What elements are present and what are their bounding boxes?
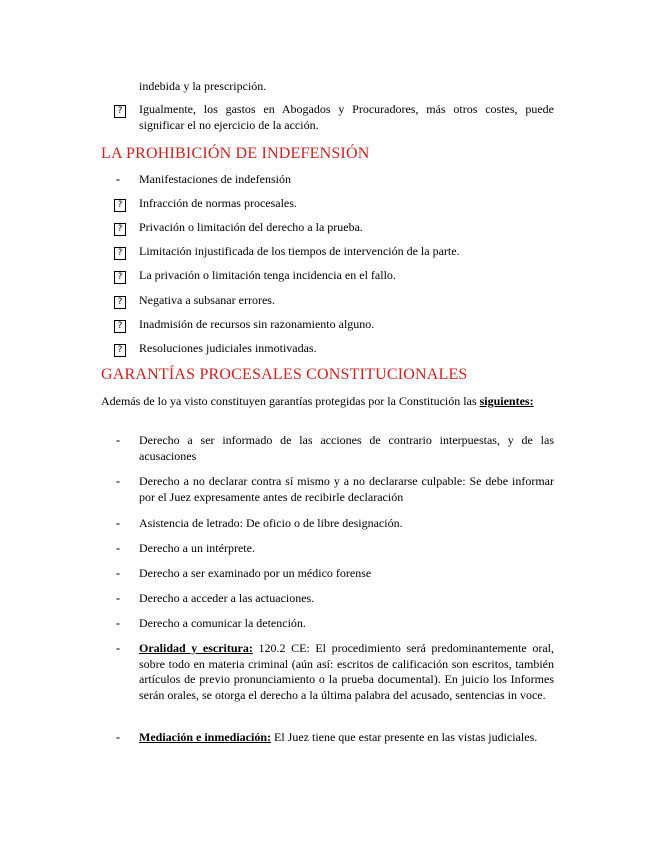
list-item-text: Derecho a ser informado de las acciones de contrario interpuestas, y de las acusaciones (139, 433, 554, 463)
mediacion-label: Mediación e inmediación: (139, 730, 271, 744)
list-item-text: La privación o limitación tenga incidencia en el fallo. (139, 268, 396, 282)
bullet-box-icon: ? (114, 220, 128, 236)
list-item (114, 244, 554, 260)
list-item-mediacion (114, 730, 554, 746)
section-heading-garantias: GARANTÍAS PROCESALES CONSTITUCIONALES (101, 366, 468, 383)
list-item (114, 566, 554, 582)
list-item (114, 293, 554, 309)
bullet-dash-icon: - (116, 591, 120, 605)
intro-paragraph-bold: siguientes: (479, 394, 534, 408)
bullet-box-icon: ? (114, 293, 128, 309)
mediacion-text: El Juez tiene que estar presente en las vistas judiciales. (271, 730, 538, 744)
bullet-box-icon: ? (114, 341, 128, 357)
bullet-dash-icon: - (116, 474, 120, 488)
list-item-text: Asistencia de letrado: De oficio o de libre designación. (139, 516, 403, 530)
list-item (114, 591, 554, 607)
list-item (114, 341, 554, 357)
intro-line (139, 79, 266, 95)
bullet-box-icon: ? (114, 244, 128, 260)
list-item (114, 516, 554, 532)
section-intro-paragraph (101, 394, 554, 410)
list-item (114, 433, 554, 464)
list-item-text: Derecho a comunicar la detención. (139, 616, 306, 630)
bullet-dash-icon: - (116, 730, 120, 744)
bullet-dash-icon: - (116, 433, 120, 447)
list-item-text: Negativa a subsanar errores. (139, 293, 275, 307)
list-item (114, 102, 554, 133)
bullet-dash-icon: - (116, 172, 120, 186)
list-item-text: Privación o limitación del derecho a la prueba. (139, 220, 363, 234)
list-item-text (139, 641, 554, 703)
list-item (114, 172, 554, 188)
list-item-text: Inadmisión de recursos sin razonamiento alguno. (139, 317, 375, 331)
list-item (114, 616, 554, 632)
list-item-text: Infracción de normas procesales. (139, 196, 297, 210)
list-item (114, 268, 554, 284)
list-item-text: Derecho a acceder a las actuaciones. (139, 591, 315, 605)
bullet-dash-icon: - (116, 516, 120, 530)
bullet-dash-icon: - (116, 616, 120, 630)
bullet-box-icon: ? (114, 268, 128, 284)
list-item (114, 220, 554, 236)
section-heading-indefension: LA PROHIBICIÓN DE INDEFENSIÓN (101, 145, 370, 162)
list-item-text: Derecho a no declarar contra sí mismo y a no declararse culpable: Se debe informar por el Juez expresamente antes de recibirle declaración (139, 474, 554, 504)
bullet-box-icon: ? (114, 102, 128, 118)
list-item-text (139, 730, 554, 746)
bullet-dash-icon: - (116, 541, 120, 555)
list-item-text: Manifestaciones de indefensión (139, 172, 291, 186)
list-item-text: Derecho a un intérprete. (139, 541, 255, 555)
list-item-oralidad (114, 641, 554, 703)
list-item-text: Igualmente, los gastos en Abogados y Procuradores, más otros costes, puede significar el no ejercicio de la acción. (139, 102, 554, 132)
bullet-box-icon: ? (114, 317, 128, 333)
oralidad-text: 120.2 CE: El procedimiento será predominantemente oral, sobre todo en materia criminal (aún así: escritos de calificación son escritos, también artículos de previo pronunciamiento o la prueba documental). En juicio los Informes serán orales, se otorga el derecho a la última palabra del acusado, sentencias in voce. (139, 641, 554, 702)
bullet-dash-icon: - (116, 566, 120, 580)
list-item (114, 541, 554, 557)
list-item-text: Limitación injustificada de los tiempos de intervención de la parte. (139, 244, 460, 258)
list-item (114, 317, 554, 333)
list-item (114, 196, 554, 212)
list-item (114, 474, 554, 505)
intro-line-text: indebida y la prescripción. (139, 79, 267, 93)
list-item-text: Derecho a ser examinado por un médico forense (139, 566, 372, 580)
list-item-text: Resoluciones judiciales inmotivadas. (139, 341, 317, 355)
bullet-dash-icon: - (116, 641, 120, 655)
bullet-box-icon: ? (114, 196, 128, 212)
oralidad-label: Oralidad y escritura: (139, 641, 253, 655)
intro-paragraph-text: Además de lo ya visto constituyen garantías protegidas por la Constitución las (101, 394, 477, 408)
